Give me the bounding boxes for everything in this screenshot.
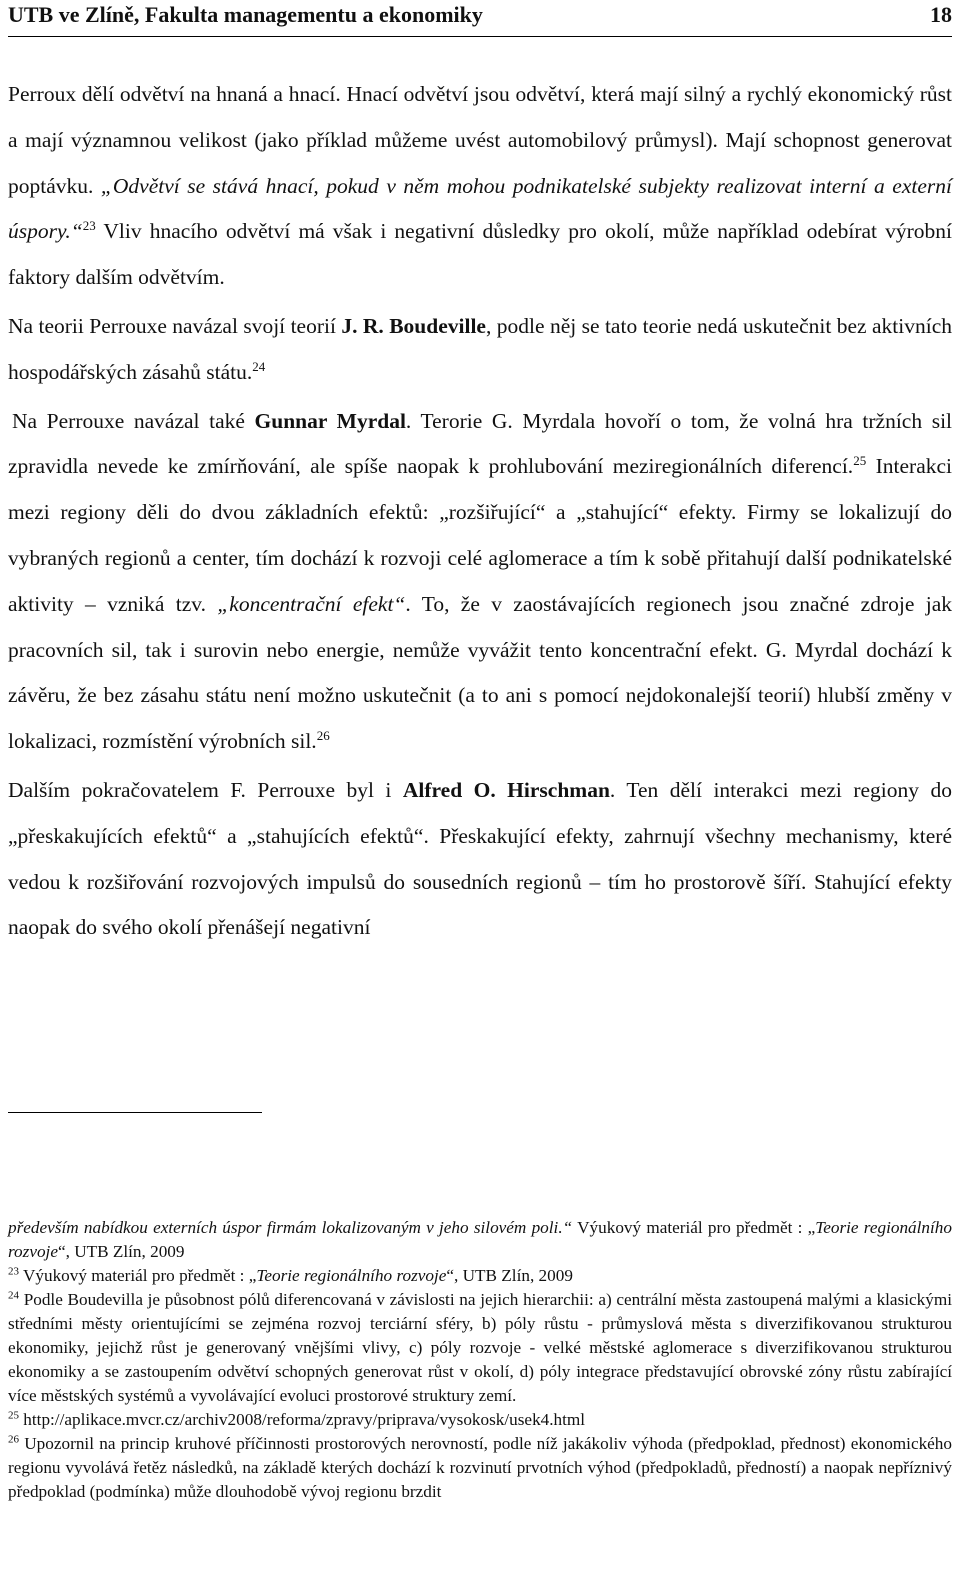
text: . Ten dělí interakci mezi regiony do „přeskakujících efektů“ a „stahujících efektů“. Přeskakující efekty, zahrnují všechny mechanismy, které vedou k rozšiřování rozvojových impulsů do sousedních regionů – tím ho prostorově šíří. Stahující efekty naopak do svého okolí přenášejí negativní xyxy=(8,777,952,940)
text: “, UTB Zlín, 2009 xyxy=(446,1266,573,1285)
footnote-link[interactable]: http://aplikace.mvcr.cz/archiv2008/reforma/zpravy/priprava/vysokosk/usek4.html xyxy=(19,1410,586,1429)
paragraph-boudeville xyxy=(8,304,952,396)
footnote-25 xyxy=(8,1408,952,1432)
footnote-number: 26 xyxy=(8,1433,19,1446)
quote: „Odvětví se stává hnací, pokud v něm mohou podnikatelské subjekty realizovat interní a externí úspory.“ xyxy=(8,173,952,244)
author-name: J. R. Boudeville xyxy=(341,313,486,338)
author-name: Alfred O. Hirschman xyxy=(402,777,610,802)
footnote-continuation xyxy=(8,1216,952,1264)
text: Teorie regionálního rozvoje xyxy=(8,1218,952,1261)
body-text xyxy=(8,72,952,951)
text: Interakci mezi regiony děli do dvou základních efektů: „rozšiřující“ a „stahující“ efekty. Firmy se lokalizují do vybraných regionů a center, tím dochází k rozvoji celé aglomerace a tím k sobě přitahují další podnikatelské aktivity – vzniká tzv. xyxy=(8,454,952,616)
footnote-23 xyxy=(8,1264,952,1288)
footnote-separator xyxy=(8,1112,262,1113)
page-number: 18 xyxy=(930,2,952,27)
footnote-ref-25: 25 xyxy=(853,453,867,469)
text: . Terorie G. Myrdala hovoří o tom, že volná hra tržních sil zpravidla nevede ke zmírňování, ale spíše naopak k prohlubování meziregionálních diferencí. xyxy=(8,408,953,479)
text: Výukový materiál pro předmět : „ xyxy=(572,1218,816,1237)
text: Upozornil na princip kruhové příčinnosti prostorových nerovností, podle níž jakákoliv výhoda (předpoklad, přednost) ekonomického regionu vyvolává řetěz následků, na základě kterých dochází k rozvinutí prvotních výhod (předpokladů, předností) a naopak nepříznivý předpoklad (podmínka) může dlouhodobě vývoj regionu brzdit xyxy=(8,1434,952,1501)
footnote-number: 23 xyxy=(8,1265,19,1278)
author-name: Gunnar Myrdal xyxy=(254,408,406,433)
text: . To, že v zaostávajících regionech jsou značné zdroje jak pracovních sil, tak i surovin nebo energie, nemůže vyvážit tento koncentrační efekt. G. Myrdal dochází k závěru, že bez zásahu státu není možno uskutečnit (a to ani s pomocí nejdokonalejší teorií) hlubší změny v lokalizaci, rozmístění výrobních sil. xyxy=(8,591,952,754)
text: především nabídkou externích úspor firmám lokalizovaným v jeho silovém poli.“ xyxy=(8,1218,573,1237)
text: Teorie regionálního rozvoje xyxy=(256,1266,447,1285)
paragraph-perroux xyxy=(8,72,952,301)
text: , podle něj se tato teorie nedá uskutečnit bez aktivních hospodářských zásahů státu. xyxy=(8,313,952,384)
text: Výukový materiál pro předmět : „ xyxy=(19,1266,257,1285)
footnote-ref-23: 23 xyxy=(82,218,96,234)
paragraph-hirschman xyxy=(8,768,952,951)
footnote-number: 25 xyxy=(8,1409,19,1422)
footnote-ref-26: 26 xyxy=(316,728,330,743)
text: “, UTB Zlín, 2009 xyxy=(57,1242,185,1261)
text: Dalším pokračovatelem F. Perrouxe byl i xyxy=(8,777,403,802)
page-header xyxy=(8,0,952,37)
footnote-26 xyxy=(8,1432,952,1504)
footnote-24 xyxy=(8,1288,952,1408)
text: Perroux dělí odvětví na hnaná a hnací. Hnací odvětví jsou odvětví, která mají silný a rychlý ekonomický růst a mají významnou velikost (jako příklad můžeme uvést automobilový průmysl). Mají schopnost generovat poptávku. xyxy=(8,82,952,198)
term: „koncentrační efekt“ xyxy=(217,591,406,616)
footnotes xyxy=(8,1216,952,1504)
paragraph-myrdal xyxy=(8,399,952,765)
footnote-number: 24 xyxy=(8,1289,19,1302)
text: Vliv hnacího odvětví má však i negativní důsledky pro okolí, může například odebírat výrobní faktory dalším odvětvím. xyxy=(8,219,952,290)
text: Na Perrouxe navázal také xyxy=(12,408,255,433)
text: Na teorii Perrouxe navázal svojí teorií xyxy=(8,313,342,338)
text: Podle Boudevilla je působnost pólů diferencovaná v závislosti na jejich hierarchii: a) centrální města zastoupená malými a klasickými středními městy orientujícími se zejména rozvoj terciární sféry, b) póly růstu - průmyslová města s diverzifikovanou strukturou ekonomiky, jejichž růst je generovaný vnějšími vlivy, c) póly rozvoje - velké městské aglomerace s diverzifikovanou strukturou ekonomiky a se zastoupením odvětví schopných generovat růst v okolí, d) póly integrace představující obrovské zóny růstu zabírající více městských systémů a vyvolávající evoluci prostorové struktury zemí. xyxy=(8,1290,952,1405)
header-title: UTB ve Zlíně, Fakulta managementu a ekonomiky xyxy=(8,2,483,27)
footnote-ref-24: 24 xyxy=(252,358,266,374)
